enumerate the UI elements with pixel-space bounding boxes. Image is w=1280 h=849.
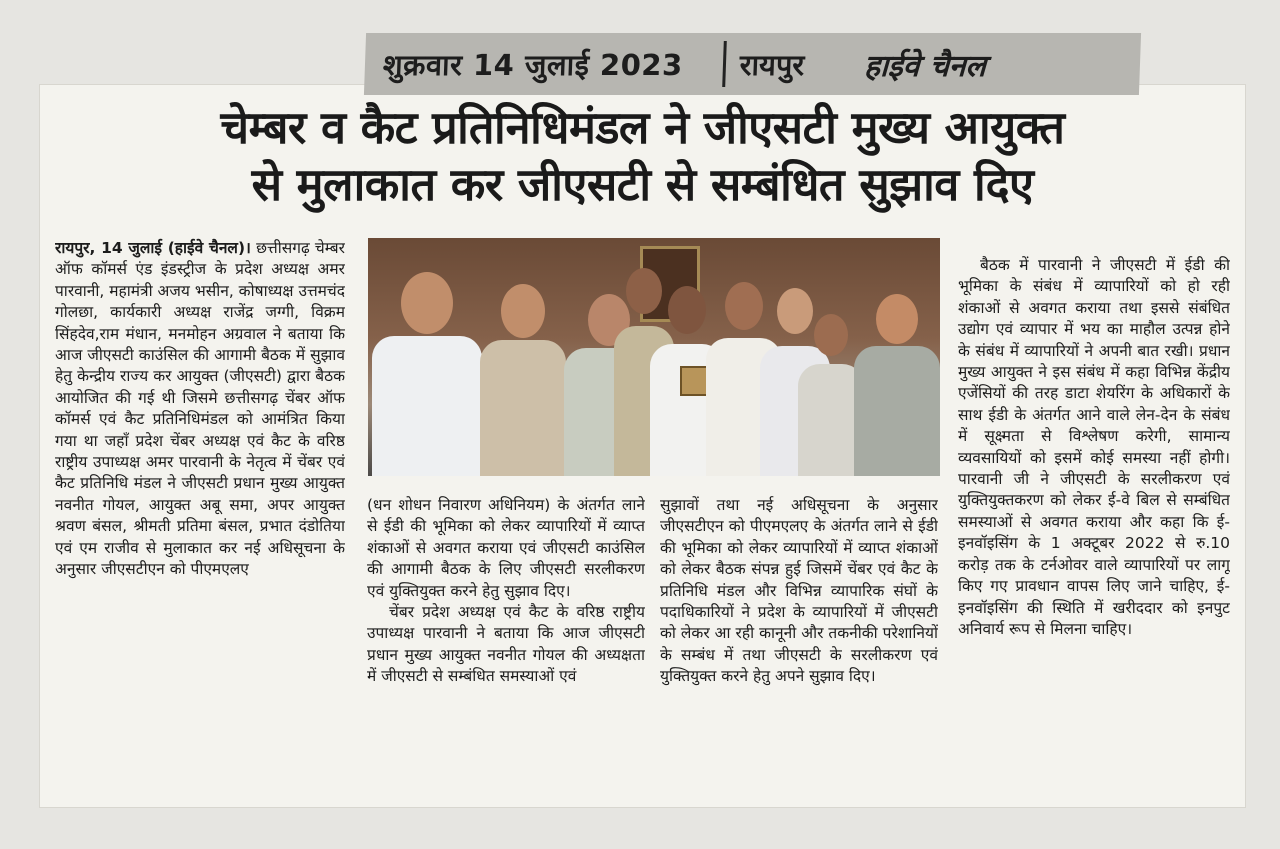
- article-column-1: [55, 238, 345, 803]
- person-figure: [372, 266, 482, 476]
- headline-line-1: चेम्बर व कैट प्रतिनिधिमंडल ने जीएसटी मुख्य आयुक्त: [220, 101, 1065, 154]
- column-2-paragraph-2: चेंबर प्रदेश अध्यक्ष एवं कैट के वरिष्ठ राष्ट्रीय उपाध्यक्ष पारवानी ने बताया कि आज जीएसटी प्रधान मुख्य आयुक्त नवनीत गोयल की अध्यक्षता में जीएसटी से सम्बंधित समस्याओं एवं: [367, 603, 645, 686]
- headline-line-2: से मुलाकात कर जीएसटी से सम्बंधित सुझाव दिए: [251, 157, 1034, 211]
- column-4-text: बैठक में पारवानी ने जीएसटी में ईडी की भूमिका के संबंध में व्यापारियों को हो रही शंकाओं से अवगत कराया तथा इससे संबंधित उद्योग एवं व्यापार में भय का माहौल उत्पन्न होने के संबंध में व्यापारियों ने अपनी बात रखी। प्रधान मुख्य आयुक्त ने इस संबंध में कहा विभिन्न केंद्रीय एजेंसियों की तरह डाटा शेयरिंग के अधिकारों के साथ ईडी के अंतर्गत आने वाले लेन-देन के संबंध में सूक्ष्मता से विश्लेषण करेगी, सामान्य व्यवसायियों को इसमें कोई समस्या नहीं होगी। पारवानी जी ने जीएसटी के सरलीकरण एवं युक्तियुक्तकरण को लेकर ई-वे बिल से सम्बंधित समस्याओं से अवगत कराया और कहा कि ई-इनवॉइसिंग के 1 अक्टूबर 2022 से रु.10 करोड़ तक के टर्नओवर वाले व्यापारियों पर लागू किए गए प्रावधान वापस लिए जाने चाहिए, ई-इनवॉइसिंग की स्थिति में खरीददार को इनपुट अनिवार्य रूप से मिलना चाहिए।: [958, 256, 1230, 638]
- news-photo: [368, 238, 940, 476]
- article-column-3: [660, 495, 938, 803]
- dateline: रायपुर, 14 जुलाई (हाईवे चैनल)।: [55, 239, 251, 257]
- column-1-text: छत्तीसगढ़ चेम्बर ऑफ कॉमर्स एंड इंडस्ट्रीज के प्रदेश अध्यक्ष अमर पारवानी, महामंत्री अजय भसीन, कोषाध्यक्ष उत्तमचंद गोलछा, कार्यकारी अध्यक्ष राजेंद्र जग्गी, विक्रम सिंहदेव,राम मंधान, मनमोहन अग्रवाल ने बताया कि आज जीएसटी काउंसिल की आगामी बैठक में सुझाव हेतु केन्द्रीय राज्य कर आयुक्त (जीएसटी) द्वारा बैठक आयोजित की गई थी जिसमे छत्तीसगढ़ चेंबर ऑफ कॉमर्स एवं कैट प्रतिनिधिमंडल को आमंत्रित किया गया था जहाँ प्रदेश चेंबर अध्यक्ष एवं कैट के वरिष्ठ राष्ट्रीय उपाध्यक्ष अमर पारवानी के नेतृत्व में चेंबर एवं कैट प्रतिनिधि मंडल ने जीएसटी प्रधान मुख्य आयुक्त नवनीत गोयल, आयुक्त अबू समा, अपर आयुक्त श्रवण बंसल, श्रीमती प्रतिमा बंसल, प्रभात दंडोतिया एवं एम राजीव से मुलाकात कर नई अधिसूचना के अनुसार जीएसटीएन को पीएमएलए: [55, 239, 345, 579]
- masthead-divider: [722, 41, 727, 87]
- column-2-paragraph-1: (धन शोधन निवारण अधिनियम) के अंतर्गत लाने से ईडी की भूमिका को लेकर व्यापारियों में व्याप्त शंकाओं से अवगत कराया एवं जीएसटी काउंसिल की आगामी बैठक के लिए जीएसटी सरलीकरण एवं युक्तियुक्त करने हेतु सुझाव दिए।: [367, 496, 645, 600]
- article-column-4: [958, 255, 1230, 803]
- column-3-text: सुझावों तथा नई अधिसूचना के अनुसार जीएसटीएन को पीएमएलए के अंतर्गत लाने से ईडी की भूमिका को लेकर व्यापारियों में व्याप्त शंकाओं को लेकर बैठक संपन्न हुई जिसमें चेंबर एवं कैट के प्रतिनिधि मंडल और विभिन्न व्यापारिक संघों के पदाधिकारियों ने प्रदेश के व्यापारियों में जीएसटी को लेकर आ रही कानूनी और तकनीकी परेशानियों के सम्बंध में तथा जीएसटी के सरलीकरण एवं युक्तियुक्त करने हेतु अपने सुझाव दिए।: [660, 496, 938, 686]
- headline: [40, 100, 1245, 213]
- person-figure: [854, 286, 940, 476]
- masthead-paper-name: हाईवे चैनल: [863, 48, 987, 84]
- masthead: [364, 33, 1141, 95]
- masthead-city: रायपुर: [739, 47, 805, 82]
- person-figure: [480, 276, 566, 476]
- article-column-2: [367, 495, 645, 803]
- masthead-date: शुक्रवार 14 जुलाई 2023: [382, 47, 684, 82]
